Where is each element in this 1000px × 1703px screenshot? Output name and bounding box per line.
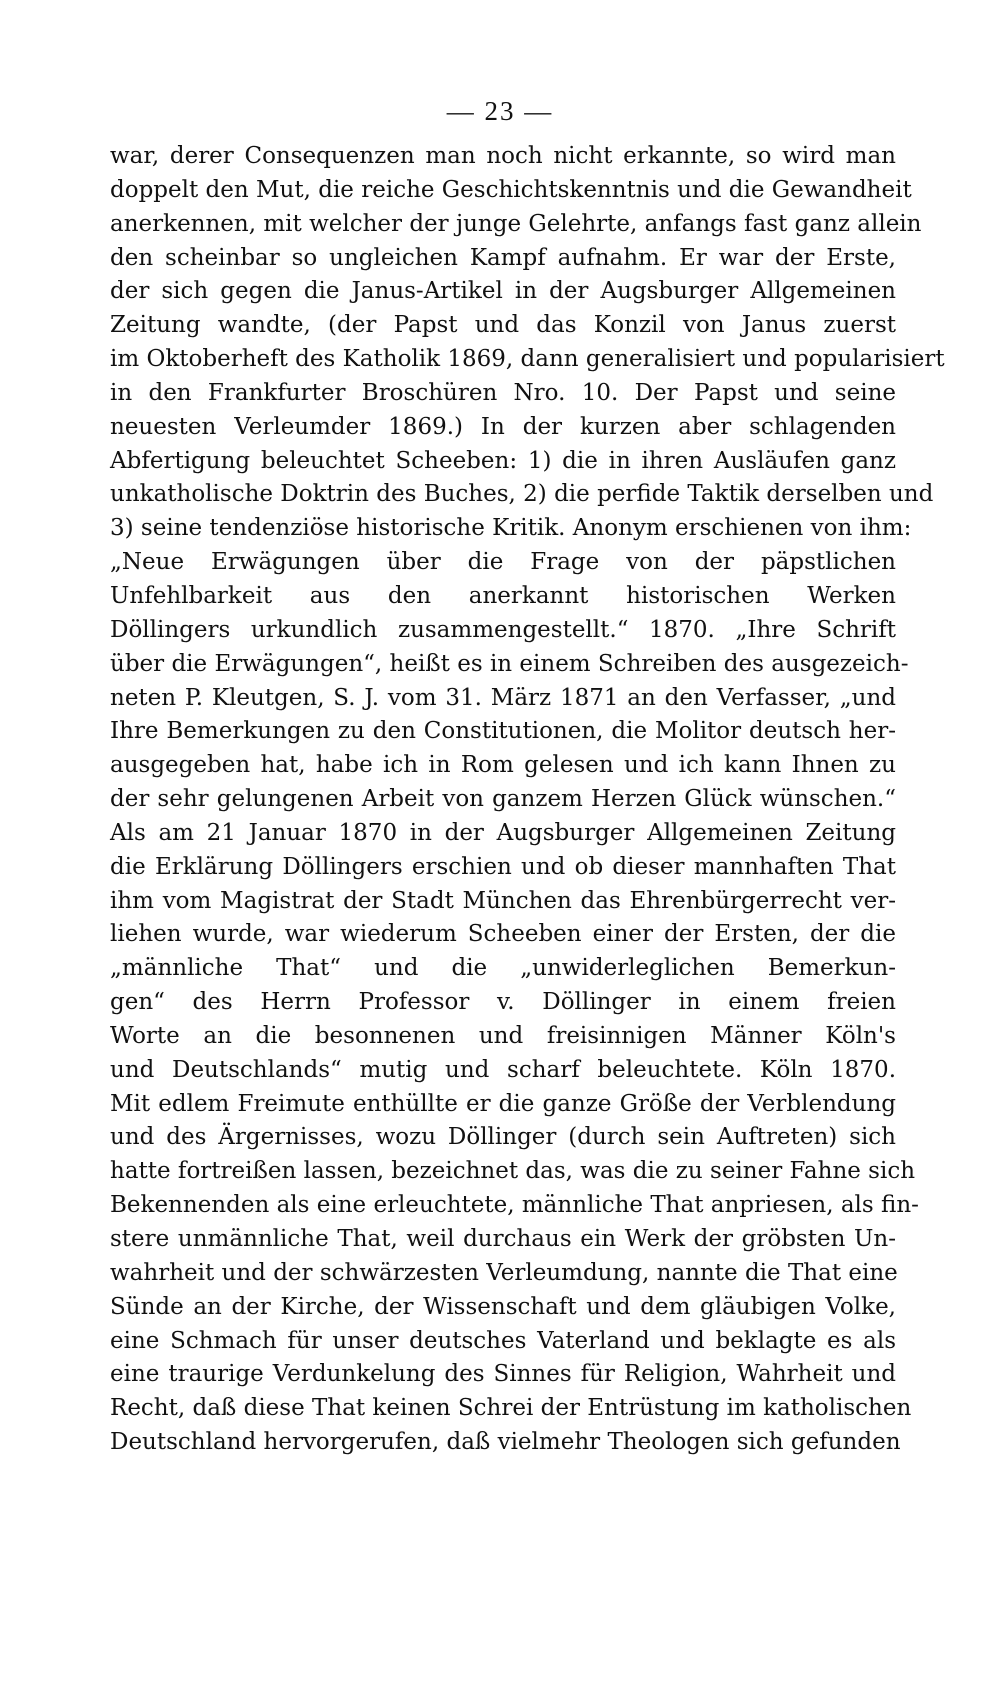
text-line: eine traurige Verdunkelung des Sinnes für Religion, Wahrheit und	[110, 1361, 896, 1388]
page-number: — 23 —	[446, 96, 554, 126]
text-line: Deutschland hervorgerufen, daß vielmehr Theologen sich gefunden	[110, 1429, 901, 1456]
text-line: im Oktoberheft des Katholik 1869, dann generalisiert und popularisiert	[110, 346, 945, 373]
text-line: und Deutschlands“ mutig und scharf beleuchtete. Köln 1870.	[110, 1056, 896, 1083]
text-line: Zeitung wandte, (der Papst und das Konzil von Janus zuerst	[110, 312, 896, 339]
text-line: ihm vom Magistrat der Stadt München das Ehrenbürgerrecht ver-	[110, 887, 896, 914]
text-line: hatte fortreißen lassen, bezeichnet das, was die zu seiner Fahne sich	[110, 1158, 916, 1185]
text-line: Bekennenden als eine erleuchtete, männliche That anpriesen, als fin-	[110, 1192, 919, 1219]
text-line: den scheinbar so ungleichen Kampf aufnahm. Er war der Erste,	[110, 244, 896, 271]
text-line: Ihre Bemerkungen zu den Constitutionen, die Molitor deutsch her-	[110, 718, 896, 745]
text-line: 3) seine tendenziöse historische Kritik. Anonym erschienen von ihm:	[110, 515, 912, 542]
text-line: ausgegeben hat, habe ich in Rom gelesen und ich kann Ihnen zu	[110, 752, 896, 779]
text-line: „männliche That“ und die „unwiderleglichen Bemerkun-	[110, 955, 896, 982]
text-line: eine Schmach für unser deutsches Vaterland und beklagte es als	[110, 1327, 896, 1354]
text-line: gen“ des Herrn Professor v. Döllinger in einem freien	[110, 989, 896, 1016]
text-line: und des Ärgernisses, wozu Döllinger (durch sein Auftreten) sich	[110, 1124, 896, 1151]
text-line: neten P. Kleutgen, S. J. vom 31. März 1871 an den Verfasser, „und	[110, 684, 896, 711]
text-line: über die Erwägungen“, heißt es in einem Schreiben des ausgezeich-	[110, 650, 909, 677]
body-text	[110, 140, 945, 1460]
text-line: anerkennen, mit welcher der junge Gelehrte, anfangs fast ganz allein	[110, 210, 922, 237]
text-line: in den Frankfurter Broschüren Nro. 10. Der Papst und seine	[110, 379, 896, 406]
text-line: war, derer Consequenzen man noch nicht erkannte, so wird man	[110, 143, 896, 169]
text-line: Unfehlbarkeit aus den anerkannt historischen Werken	[110, 582, 896, 609]
text-line: die Erklärung Döllingers erschien und ob dieser mannhaften That	[110, 853, 896, 880]
text-line: Sünde an der Kirche, der Wissenschaft und dem gläubigen Volke,	[110, 1293, 896, 1320]
text-line: der sehr gelungenen Arbeit von ganzem Herzen Glück wünschen.“	[110, 786, 896, 813]
text-line: liehen wurde, war wiederum Scheeben einer der Ersten, der die	[110, 921, 896, 948]
text-line: stere unmännliche That, weil durchaus ein Werk der gröbsten Un-	[110, 1226, 896, 1252]
text-line: „Neue Erwägungen über die Frage von der päpstlichen	[110, 549, 896, 576]
text-line: doppelt den Mut, die reiche Geschichtskenntnis und die Gewandheit	[110, 176, 912, 203]
text-line: Recht, daß diese That keinen Schrei der Entrüstung im katholischen	[110, 1395, 912, 1422]
text-line: Döllingers urkundlich zusammengestellt.“ 1870. „Ihre Schrift	[110, 616, 896, 643]
text-line: wahrheit und der schwärzesten Verleumdung, nannte die That eine	[110, 1259, 898, 1286]
text-line: Mit edlem Freimute enthüllte er die ganze Größe der Verblendung	[110, 1090, 896, 1117]
text-line: der sich gegen die Janus-Artikel in der Augsburger Allgemeinen	[110, 278, 896, 305]
text-line: Als am 21 Januar 1870 in der Augsburger Allgemeinen Zeitung	[110, 819, 896, 846]
text-line: Abfertigung beleuchtet Scheeben: 1) die in ihren Ausläufen ganz	[110, 447, 896, 474]
text-line: unkatholische Doktrin des Buches, 2) die perfide Taktik derselben und	[110, 481, 934, 508]
text-line: neuesten Verleumder 1869.) In der kurzen aber schlagenden	[110, 413, 896, 440]
text-line: Worte an die besonnenen und freisinnigen Männer Köln's	[110, 1022, 896, 1049]
